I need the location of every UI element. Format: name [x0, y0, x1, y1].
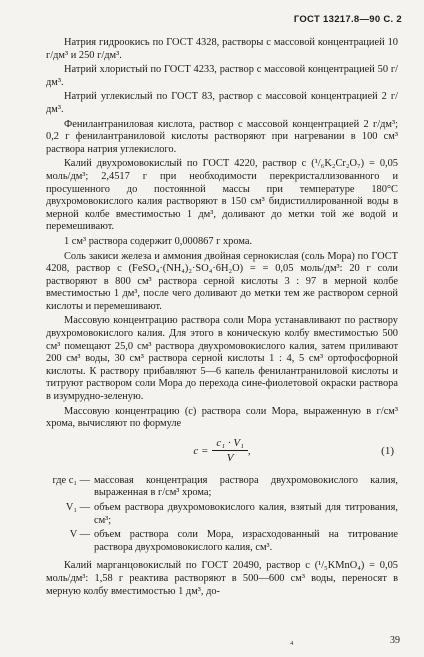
- formula-definitions: [46, 475, 398, 555]
- paragraph: Натрий хлористый по ГОСТ 4233, раствор с массовой концентрацией 50 г/дм³.: [46, 64, 398, 88]
- definition-item: [46, 529, 398, 554]
- definition-text: объем раствора двухромовокислого калия, взятый для титрования, см³;: [94, 502, 398, 526]
- formula-tail: ,: [247, 444, 251, 457]
- definition-item: [46, 502, 398, 527]
- definition-text: массовая концентрация раствора двухромовокислого калия, выраженная в г/см³ хрома;: [94, 474, 398, 499]
- paragraph: Натрий углекислый по ГОСТ 83, раствор с массовой концентрацией 2 г/дм³.: [46, 91, 398, 115]
- formula-numerator: c₁ · V₁: [212, 437, 248, 452]
- definition-symbol: где c₁ —: [52, 474, 90, 486]
- paragraph: Калий двухромовокислый по ГОСТ 4220, раствор c (¹/₆K₂Cr₂O₇) = 0,05 моль/дм³; 2,4517 г при необходимости перекристаллизованного и просушенного до постоянной массы при температуре 180°С двухромовокислого калия растворяют в 150 см³ бидистиллированной воды в мерной колбе вместимостью 1 дм³, доливают до метки той же водой и перемешивают.: [46, 158, 398, 233]
- paragraph: 1 см³ раствора содержит 0,000867 г хрома.: [64, 235, 253, 247]
- formula: [46, 433, 398, 469]
- page-number: 39: [390, 635, 400, 646]
- definition-symbol: V₁ —: [65, 502, 90, 513]
- formula-denominator: V: [226, 452, 234, 465]
- footer-mark: ₄: [290, 635, 294, 646]
- formula-number: (1): [381, 444, 394, 457]
- definition-text: объем раствора соли Мора, израсходованный на титрование раствора двухромовокислого калия, см³.: [94, 529, 398, 553]
- paragraph: Фенилантраниловая кислота, раствор с массовой концентрацией 2 г/дм³; 0,2 г фенилантраниловой кислоты растворяют при нагревании в 100 см³ раствора натрия углекислого.: [46, 118, 398, 155]
- paragraph: Массовую концентрацию (c) раствора соли Мора, выраженную в г/см³ хрома, вычисляют по формуле: [46, 405, 398, 430]
- document-body: [46, 37, 398, 600]
- page-header: ГОСТ 13217.8—90 С. 2: [293, 14, 402, 25]
- formula-fraction: [212, 437, 248, 465]
- definition-symbol: V —: [69, 529, 90, 541]
- paragraph: Соль закиси железа и аммония двойная сернокислая (соль Мора) по ГОСТ 4208, раствор c (FeSO₄·(NH₄)₂·SO₄·6H₂O) = = 0,05 моль/дм³: 20 г соли растворяют в 800 см³ раствора серной кислоты 3 : 97 в мерной колбе вместимостью 1 дм³, после чего доливают до метки тем же раствором серной кислоты и перемешивают.: [46, 250, 398, 312]
- paragraph: Калий марганцовокислый по ГОСТ 20490, раствор c (¹/₅KMnO₄) = 0,05 моль/дм³: 1,58 г реактива растворяют в 500—600 см³ воды, переносят в мерную колбу вместимостью 1 дм³, до-: [46, 560, 398, 597]
- definition-item: [46, 475, 398, 500]
- formula-lhs: c =: [193, 444, 209, 457]
- paragraph: Натрия гидроокись по ГОСТ 4328, растворы с массовой концентрацией 10 г/дм³ и 250 г/дм³.: [46, 37, 398, 61]
- paragraph: Массовую концентрацию раствора соли Мора устанавливают по раствору двухромовокислого калия. Для этого в коническую колбу вместимостью 500 см³ помещают 25,0 см³ раствора двухромовокислого калия, затем приливают 200 см³ воды, 30 см³ раствора серной кислоты 1 : 4, 5 см³ ортофосфорной кислоты. К раствору прибавляют 5—6 капель фенилантраниловой кислоты и титруют раствором соли Мора до перехода сине-фиолетовой окраски раствора в изумрудно-зеленую.: [46, 315, 398, 403]
